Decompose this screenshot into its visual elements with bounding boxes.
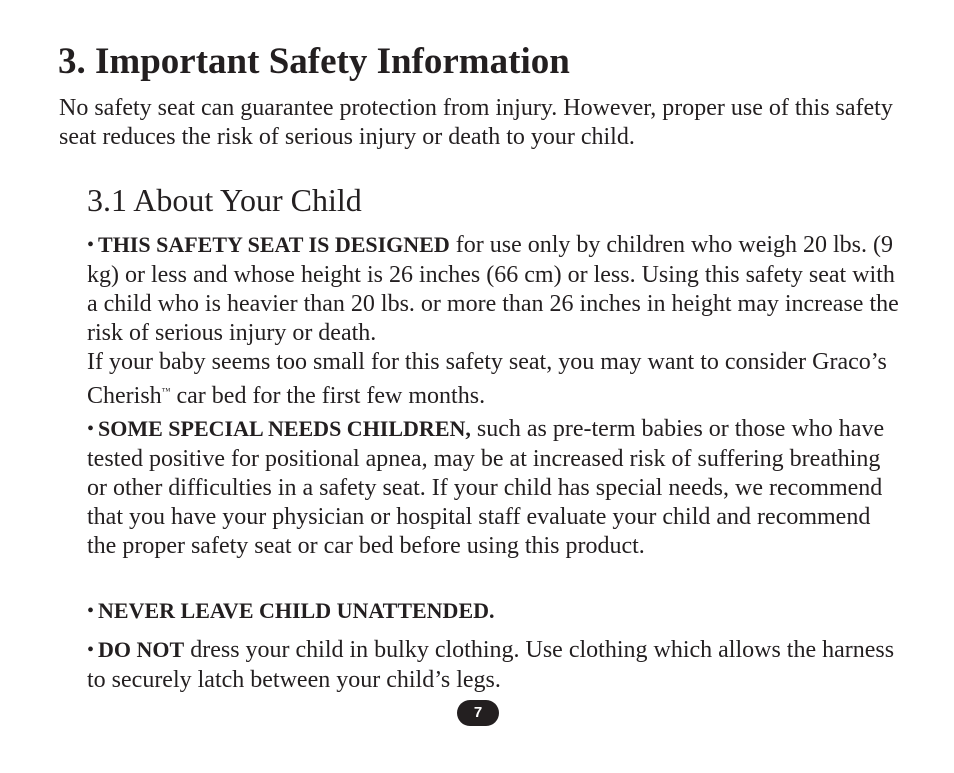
item-extra-text-end: car bed for the first few months.: [170, 383, 486, 409]
item-extra-text: If your baby seems too small for this safety seat, you may want to consider Graco’s Cherish: [87, 349, 887, 409]
bullet-icon: •: [87, 639, 95, 661]
intro-paragraph: No safety seat can guarantee protection from injury. However, proper use of this safety seat reduces the risk of serious injury or death to your child.: [59, 95, 893, 150]
item-lead: SOME SPECIAL NEEDS CHILDREN,: [98, 416, 471, 441]
item-text: dress your child in bulky clothing. Use clothing which allows the harness to securely latch between your child’s legs.: [87, 637, 895, 693]
item-lead: THIS SAFETY SEAT IS DESIGNED: [98, 232, 450, 257]
item-text: such as pre-term babies or those who have tested positive for positional apnea, may be at increased risk of suffering breathing or other difficulties in a safety seat. If your child has special needs, we recommend that you have your physician or hospital staff evaluate your child and recommend the proper safety seat or car bed before using this product.: [87, 416, 885, 559]
item-lead: NEVER LEAVE CHILD UNATTENDED.: [98, 598, 495, 623]
section-title: 3.1 About Your Child: [87, 182, 362, 218]
safety-item-clothing: [87, 635, 899, 695]
safety-item-designed: [87, 230, 899, 411]
trademark-symbol: ™: [161, 386, 171, 396]
bullet-icon: •: [87, 234, 95, 256]
safety-item-special-needs: [87, 414, 899, 561]
bullet-icon: •: [87, 600, 95, 622]
bullet-icon: •: [87, 418, 95, 440]
safety-item-unattended: [87, 596, 899, 627]
page-number-badge: 7: [457, 700, 499, 726]
page-title: 3. Important Safety Information: [58, 41, 570, 82]
item-lead: DO NOT: [98, 637, 185, 662]
item-text: for use only by children who weigh 20 lbs. (9 kg) or less and whose height is 26 inches (66 cm) or less. Using this safety seat with a child who is heavier than 20 lbs. or more than 26 inches in height may increase the risk of serious injury or death.: [87, 232, 899, 346]
